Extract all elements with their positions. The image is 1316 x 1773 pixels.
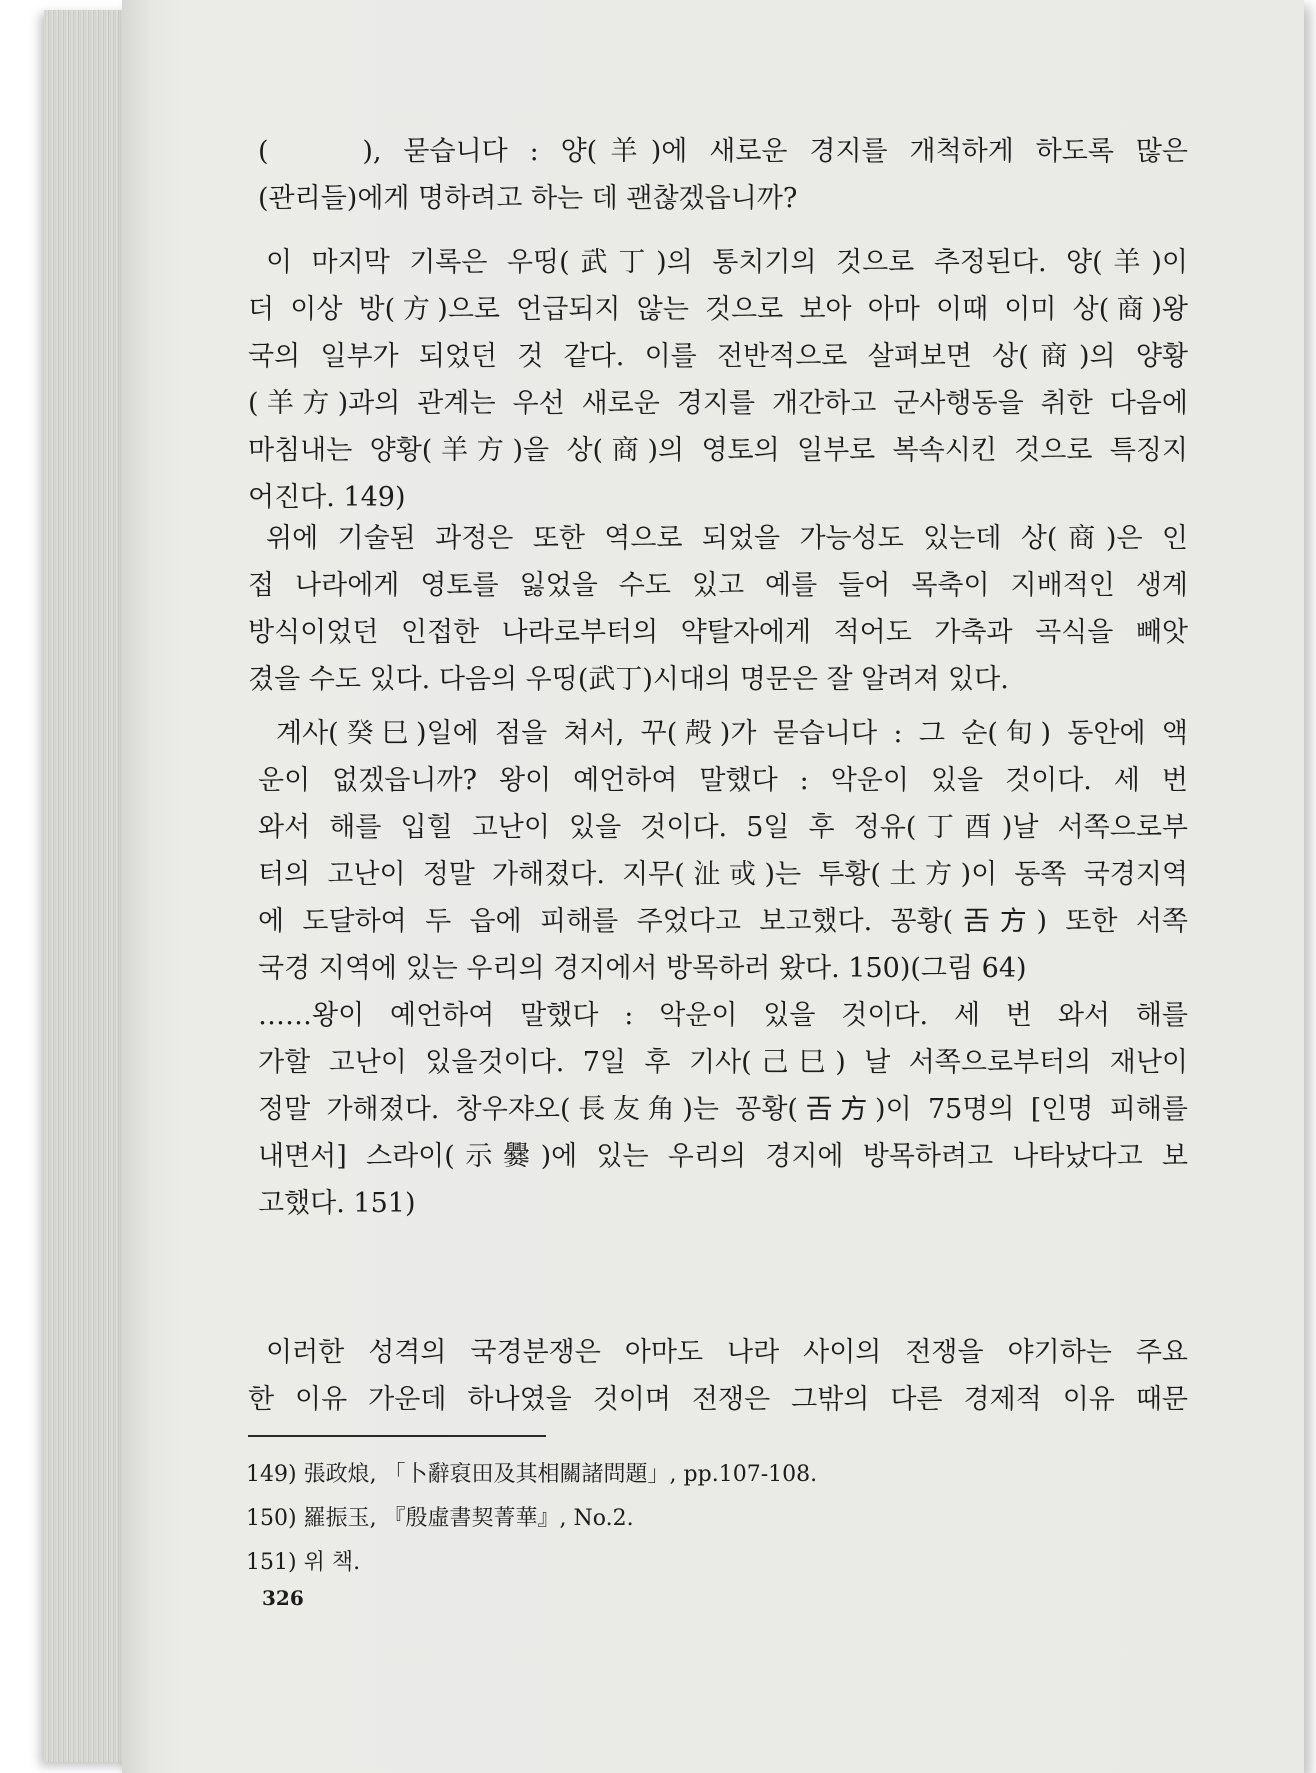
paragraph-3	[248, 1329, 1188, 1423]
text-line: 고했다. 151)	[258, 1188, 416, 1219]
text-line: 내면서] 스라이(示爨)에 있는 우리의 경지에 방목하려고 나타났다고 보	[258, 1141, 1188, 1172]
text-line: 가할 고난이 있을것이다. 7일 후 기사(己巳) 날 서쪽으로부터의 재난이	[258, 1047, 1188, 1078]
text-line: 한 이유 가운데 하나였을 것이며 전쟁은 그밖의 다른 경제적 이유 때문	[248, 1384, 1188, 1415]
text-line: (羊方)과의 관계는 우선 새로운 경지를 개간하고 군사행동을 취한 다음에	[248, 388, 1188, 419]
text-line: 마침내는 양황(羊方)을 상(商)의 영토의 일부로 복속시킨 것으로 특징지	[248, 435, 1188, 466]
text-line: 방식이었던 인접한 나라로부터의 약탈자에게 적어도 가축과 곡식을 빼앗	[248, 617, 1188, 648]
paragraph-2	[248, 515, 1188, 703]
footnote-151: 151) 위 책.	[246, 1550, 361, 1575]
text-line: 위에 기술된 과정은 또한 역으로 되었을 가능성도 있는데 상(商)은 인	[266, 523, 1188, 554]
page-edges	[44, 10, 134, 1762]
footnote-divider	[248, 1435, 546, 1437]
quote-block-1	[258, 128, 1188, 222]
text-line: 에 도달하여 두 읍에 피해를 주었다고 보고했다. 꽁황(𢀛方) 또한 서쪽	[258, 906, 1188, 937]
page-number: 326	[262, 1586, 304, 1610]
footnote-149: 149) 張政烺, 「卜辭裒田及其相關諸問題」, pp.107-108.	[246, 1462, 818, 1487]
text-line: 운이 없겠읍니까? 왕이 예언하여 말했다 : 악운이 있을 것이다. 세 번	[258, 765, 1188, 796]
quote-block-2	[258, 710, 1188, 1227]
text-line: 이 마지막 기록은 우띵(武丁)의 통치기의 것으로 추정된다. 양(羊)이	[266, 247, 1188, 278]
footnotes	[246, 1453, 817, 1585]
footnote-150: 150) 羅振玉, 『殷虛書契菁華』, No.2.	[246, 1506, 634, 1531]
text-line: 어진다. 149)	[248, 482, 406, 513]
text-line: 터의 고난이 정말 가해졌다. 지무(沚戓)는 투황(土方)이 동쪽 국경지역	[258, 859, 1188, 890]
text-line: 정말 가해졌다. 창우쟈오(長友角)는 꽁황(𢀛方)이 75명의 [인명 피해를	[258, 1094, 1188, 1125]
text-line: 이러한 성격의 국경분쟁은 아마도 나라 사이의 전쟁을 야기하는 주요	[266, 1337, 1188, 1368]
text-line: 계사(癸巳)일에 점을 쳐서, 꾸(殸)가 묻습니다 : 그 순(旬) 동안에 액	[276, 718, 1188, 749]
text-line: 더 이상 방(方)으로 언급되지 않는 것으로 보아 아마 이때 이미 상(商)왕	[248, 294, 1188, 325]
text-line: 국의 일부가 되었던 것 같다. 이를 전반적으로 살펴보면 상(商)의 양황	[248, 341, 1188, 372]
text-line: (관리들)에게 명하려고 하는 데 괜찮겠읍니까?	[258, 183, 798, 214]
text-line: ……왕이 예언하여 말했다 : 악운이 있을 것이다. 세 번 와서 해를	[258, 1000, 1188, 1031]
text-line: ( ), 묻습니다 : 양(羊)에 새로운 경지를 개척하게 하도록 많은	[258, 136, 1188, 167]
text-line: 겼을 수도 있다. 다음의 우띵(武丁)시대의 명문은 잘 알려져 있다.	[248, 664, 1009, 695]
text-line: 국경 지역에 있는 우리의 경지에서 방목하러 왔다. 150)(그림 64)	[258, 953, 1027, 984]
paragraph-1	[248, 239, 1188, 521]
text-line: 와서 해를 입힐 고난이 있을 것이다. 5일 후 정유(丁酉)날 서쪽으로부	[258, 812, 1188, 843]
text-line: 접 나라에게 영토를 잃었을 수도 있고 예를 들어 목축이 지배적인 생계	[248, 570, 1188, 601]
